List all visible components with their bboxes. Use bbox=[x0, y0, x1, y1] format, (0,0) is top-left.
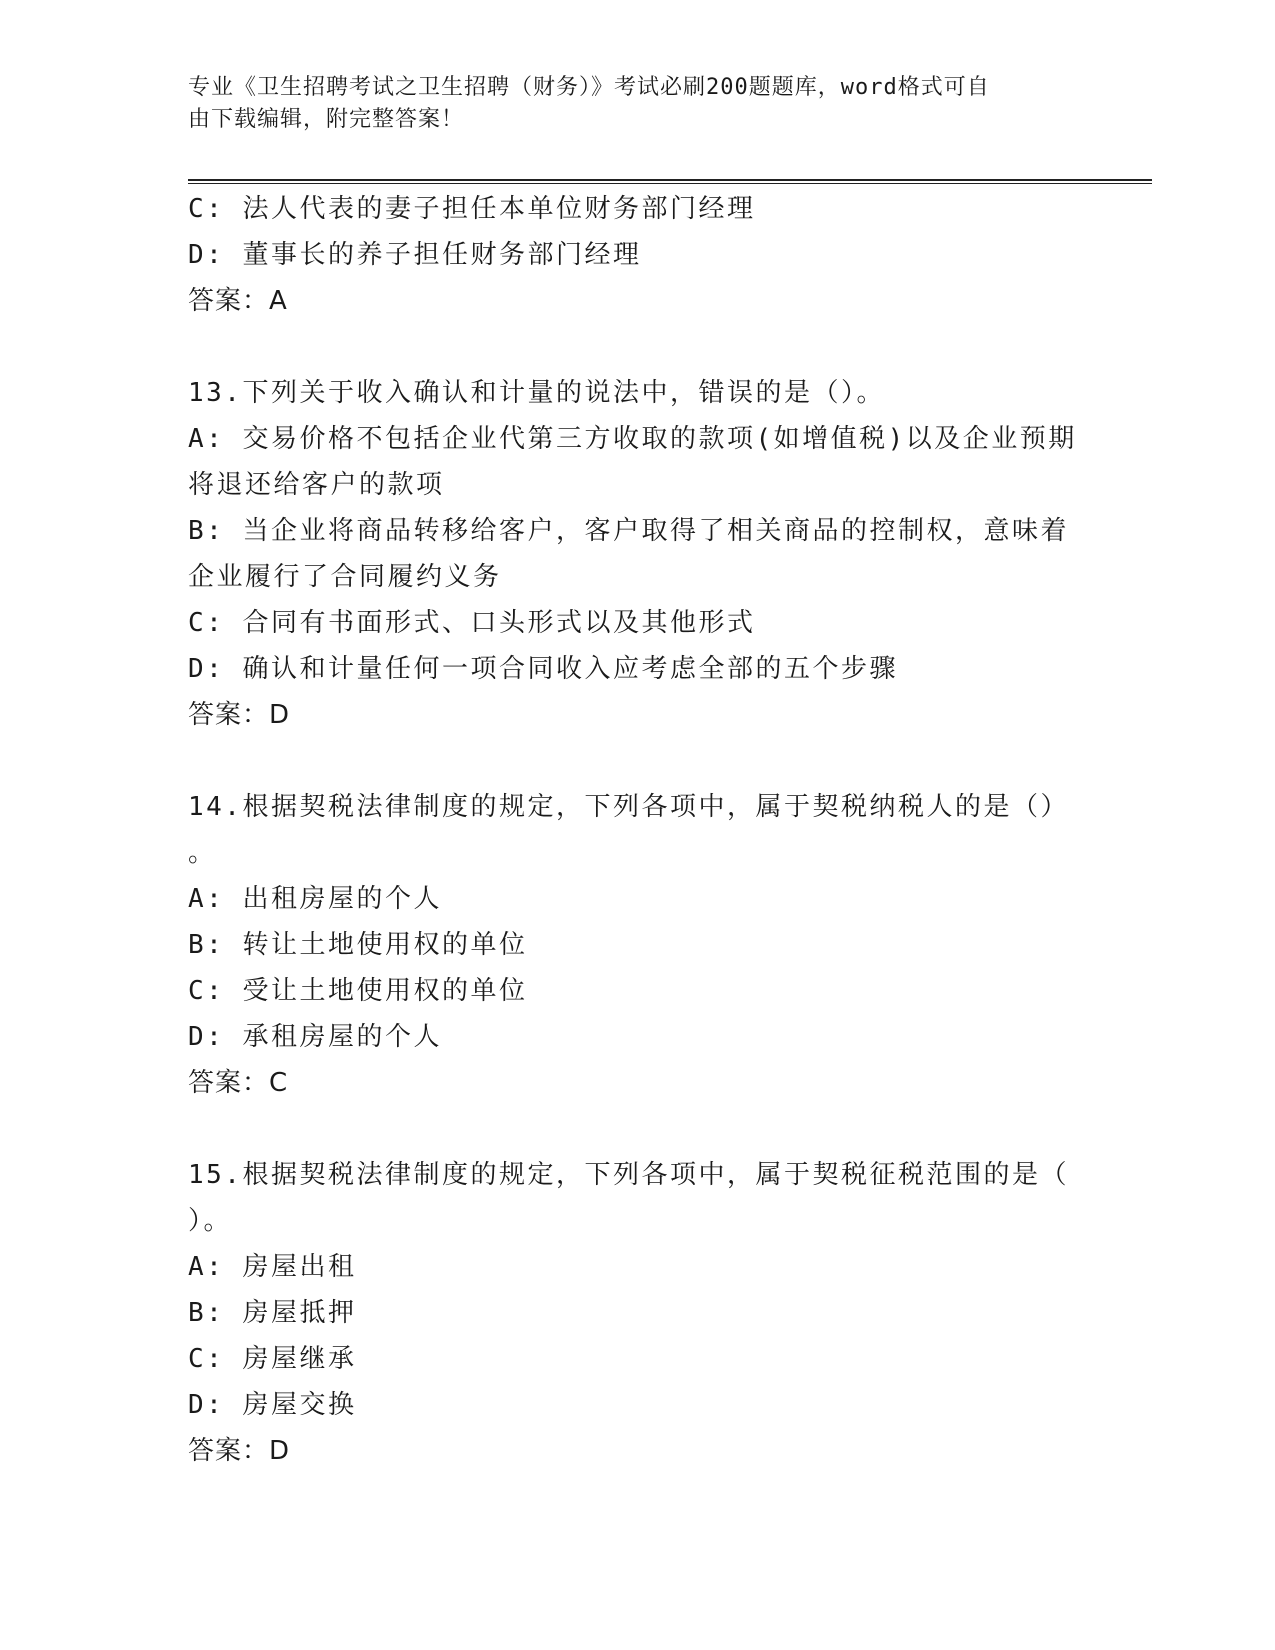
question-list bbox=[188, 186, 1088, 1474]
option-c: C: 受让土地使用权的单位 bbox=[188, 976, 528, 1006]
question-block-13 bbox=[188, 370, 1088, 738]
spacer bbox=[188, 738, 1088, 784]
question-block-12 bbox=[188, 186, 1088, 324]
option-c: C: 合同有书面形式、口头形式以及其他形式 bbox=[188, 608, 756, 638]
spacer bbox=[188, 1106, 1088, 1152]
option-d: D: 董事长的养子担任财务部门经理 bbox=[188, 240, 642, 270]
option-a-continued: 将退还给客户的款项 bbox=[188, 470, 445, 500]
header-divider-thin bbox=[188, 183, 1152, 184]
answer-line: 答案：D bbox=[188, 700, 291, 730]
header-line-2: 由下载编辑，附完整答案！ bbox=[188, 107, 465, 132]
option-d: D: 房屋交换 bbox=[188, 1390, 357, 1420]
question-block-14 bbox=[188, 784, 1088, 1106]
option-c: C: 房屋继承 bbox=[188, 1344, 357, 1374]
answer-line: 答案：D bbox=[188, 1436, 291, 1466]
answer-line: 答案：C bbox=[188, 1068, 289, 1098]
option-a: A: 交易价格不包括企业代第三方收取的款项(如增值税)以及企业预期 bbox=[188, 424, 1077, 454]
question-stem: 13.下列关于收入确认和计量的说法中，错误的是（）。 bbox=[188, 378, 885, 408]
option-a: A: 房屋出租 bbox=[188, 1252, 357, 1282]
question-stem-continued: 。 bbox=[188, 838, 217, 868]
spacer bbox=[188, 324, 1088, 370]
question-stem-continued: ）。 bbox=[188, 1206, 233, 1236]
option-d: D: 承租房屋的个人 bbox=[188, 1022, 442, 1052]
option-b: B: 房屋抵押 bbox=[188, 1298, 357, 1328]
answer-line: 答案：A bbox=[188, 286, 288, 316]
option-b: B: 当企业将商品转移给客户，客户取得了相关商品的控制权，意味着 bbox=[188, 516, 1069, 546]
header-line-1: 专业《卫生招聘考试之卫生招聘（财务）》考试必刷200题题库，word格式可自 bbox=[188, 75, 990, 100]
option-c: C: 法人代表的妻子担任本单位财务部门经理 bbox=[188, 194, 756, 224]
question-stem: 14.根据契税法律制度的规定，下列各项中，属于契税纳税人的是（） bbox=[188, 792, 1069, 822]
option-b: B: 转让土地使用权的单位 bbox=[188, 930, 528, 960]
option-b-continued: 企业履行了合同履约义务 bbox=[188, 562, 502, 592]
question-block-15 bbox=[188, 1152, 1088, 1474]
question-stem: 15.根据契税法律制度的规定，下列各项中，属于契税征税范围的是（ bbox=[188, 1160, 1069, 1190]
option-d: D: 确认和计量任何一项合同收入应考虑全部的五个步骤 bbox=[188, 654, 898, 684]
option-a: A: 出租房屋的个人 bbox=[188, 884, 442, 914]
document-header bbox=[188, 72, 1068, 136]
header-divider-thick bbox=[188, 179, 1152, 181]
